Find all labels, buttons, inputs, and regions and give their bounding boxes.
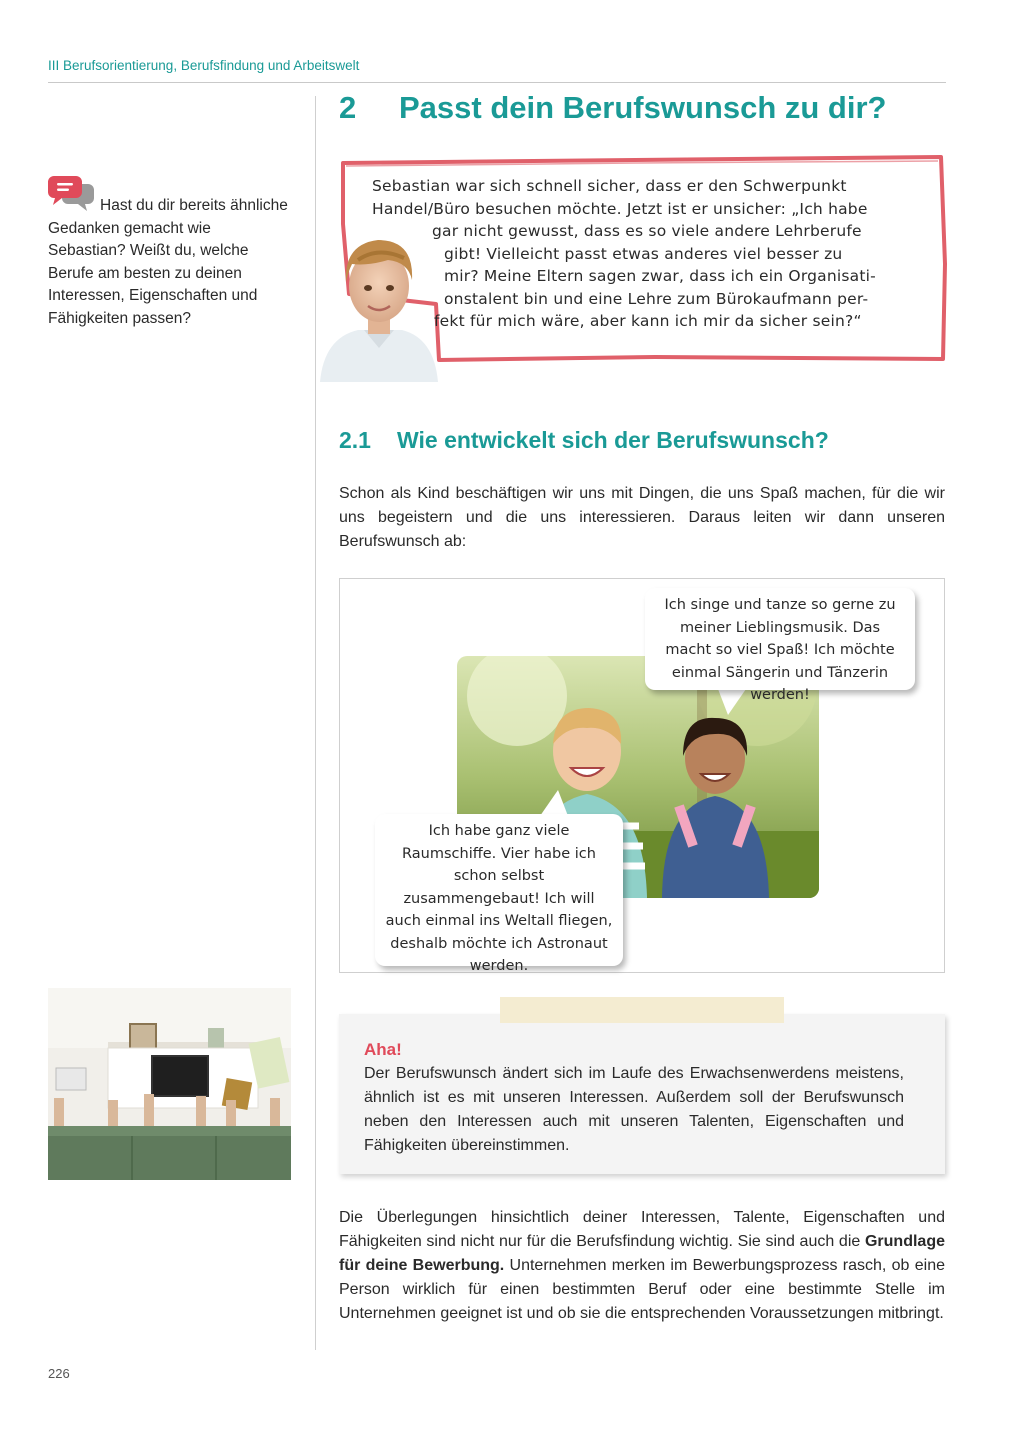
quote-line: Handel/Büro besuchen möchte. Jetzt ist er unsicher: „Ich habe: [372, 199, 868, 218]
quote-line: mir? Meine Eltern sagen zwar, dass ich ein Organisati-: [444, 267, 876, 285]
closing-text-2: Unternehmen merken im Bewerbungsprozess rasch, ob eine Person wirklich für einen bestimmten Beruf oder eine bestimmte Stelle im Unternehmen geeignet ist und ob sie die entsprechenden Voraussetzungen mitbringt.: [339, 1257, 945, 1322]
closing-bold: Grundlage für deine Bewerbung.: [339, 1233, 945, 1274]
intro-paragraph: Schon als Kind beschäftigen wir uns mit Dingen, die uns Spaß machen, für die wir uns begeistern und die uns interessieren. Daraus leiten wir dann unseren Berufswunsch ab:: [339, 485, 945, 550]
section-title: Wie entwickelt sich der Berufswunsch?: [397, 427, 829, 453]
quote-line: onstalent bin und eine Lehre zum Bürokaufmann per-: [444, 289, 869, 308]
closing-text-1: Die Überlegungen hinsichtlich deiner Interessen, Talente, Eigenschaften und Fähigkeiten sind nicht nur für die Berufsfindung wichtig. Sie sind auch die: [339, 1209, 945, 1250]
aha-title: Aha!: [364, 1040, 402, 1059]
boy-speech-bubble: Ich habe ganz viele Raumschiffe. Vier habe ich schon selbst zusammengebaut! Ich will auch einmal ins Weltall fliegen, deshalb möchte ich Astronaut werden.: [375, 814, 623, 966]
column-divider: [315, 96, 316, 1350]
closing-paragraph: [339, 1206, 945, 1326]
speech-tail: [540, 790, 568, 816]
living-room-photo: [48, 988, 291, 1180]
sidebar-question: Hast du dir bereits ähnliche Gedanken gemacht wie Sebastian? Weißt du, welche Berufe am besten zu deinen Interessen, Eigenschaften und Fähigkeiten passen?: [48, 197, 288, 327]
chapter-title: Passt dein Berufswunsch zu dir?: [399, 90, 887, 125]
running-header: III Berufsorientierung, Berufsfindung und Arbeitswelt: [48, 58, 360, 73]
tape-strip: [500, 997, 784, 1023]
quote-line: gibt! Vielleicht passt etwas anderes viel besser zu: [444, 244, 843, 263]
quote-line: gar nicht gewusst, dass es so viele andere Lehrberufe: [432, 222, 862, 240]
page-number: 226: [48, 1366, 70, 1381]
boy-portrait: [318, 226, 440, 382]
header-divider: [48, 82, 946, 83]
girl-speech-bubble: Ich singe und tanze so gerne zu meiner Lieblingsmusik. Das macht so viel Spaß! Ich möchte einmal Sängerin und Tänzerin werden!: [645, 588, 915, 690]
speech-tail: [718, 689, 746, 715]
section-number: 2.1: [339, 427, 371, 453]
sebastian-quote: [372, 175, 920, 333]
section-heading: [339, 427, 829, 454]
quote-line: fekt für mich wäre, aber kann ich mir da sicher sein?“: [434, 312, 862, 330]
chapter-number: 2: [339, 90, 357, 125]
chapter-heading: [339, 90, 886, 126]
aha-text: Der Berufswunsch ändert sich im Laufe des Erwachsenwerdens meistens, ähnlich ist es mit unseren Interessen. Außerdem soll der Berufswunsch neben den Interessen auch mit unseren Talenten, Eigenschaften und Fähigkeiten übereinstimmen.: [364, 1065, 904, 1154]
quote-line: Sebastian war sich schnell sicher, dass er den Schwerpunkt: [372, 177, 847, 195]
